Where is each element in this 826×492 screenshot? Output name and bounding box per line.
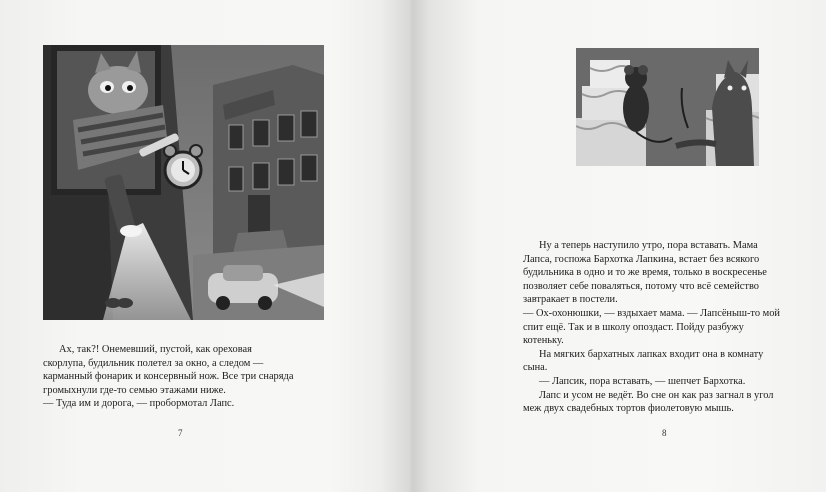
right-page-text bbox=[523, 239, 783, 416]
right-page bbox=[413, 0, 826, 492]
text-line: Ах, так?! Онемевший, пустой, как ореховая bbox=[59, 344, 252, 355]
text-line: позволяет себе поваляться, потому что всё семейство bbox=[523, 280, 759, 292]
text-line: громыхнули где-то семью этажами ниже. bbox=[43, 384, 226, 396]
cat-window-night-street-illustration-icon bbox=[43, 45, 324, 320]
text-line: — Ох-охонюшки, — вздыхает мама. — Лапсёныш-то мой bbox=[523, 307, 780, 319]
cat-and-mouse-wedding-cakes-illustration-icon bbox=[576, 48, 759, 166]
text-line: будильника в одно и то же время, только в воскресенье bbox=[523, 267, 767, 279]
right-illustration bbox=[576, 48, 759, 166]
text-line: Лапса, госпожа Бархотка Лапкина, встает без всякого bbox=[523, 253, 760, 265]
text-line: — Лапсик, пора вставать, — шепчет Бархотка. bbox=[539, 375, 746, 387]
text-line: На мягких бархатных лапках входит она в комнату bbox=[539, 348, 764, 360]
text-line: Лапс и усом не ведёт. Во сне он как раз загнал в угол bbox=[539, 389, 774, 401]
text-line: — Туда им и дорога, — пробормотал Лапс. bbox=[43, 398, 235, 410]
text-line: Ну а теперь наступило утро, пора вставать. Мама bbox=[539, 240, 758, 251]
text-line: завтракает в постели. bbox=[523, 294, 618, 306]
left-illustration bbox=[43, 45, 324, 320]
page-number: 7 bbox=[178, 428, 183, 438]
text-line: меж двух свадебных тортов фиолетовую мышь. bbox=[523, 403, 734, 415]
text-line: спит ещё. Так и в школу опоздаст. Пойду разбужу bbox=[523, 321, 744, 333]
left-page-text bbox=[43, 343, 328, 411]
text-line: сына. bbox=[523, 362, 548, 374]
text-line: котеньку. bbox=[523, 335, 564, 347]
text-line: карманный фонарик и консервный нож. Все три снаряда bbox=[43, 371, 294, 383]
page-number: 8 bbox=[662, 428, 667, 438]
text-line: скорлупа, будильник полетел за окно, а следом — bbox=[43, 357, 264, 369]
